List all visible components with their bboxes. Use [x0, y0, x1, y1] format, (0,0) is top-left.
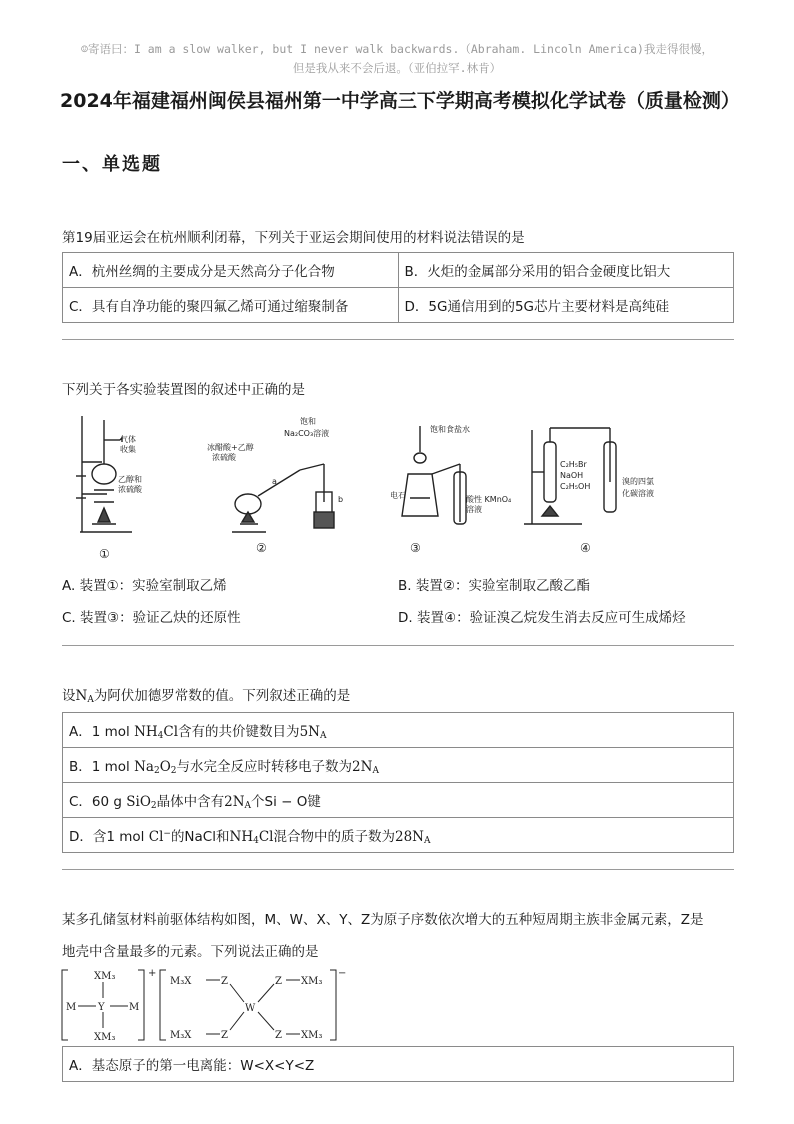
question-2-option-d[interactable]: D. 装置④：验证溴乙烷发生消去反应可生成烯烃	[398, 610, 686, 626]
apparatus-2-a-label: a	[272, 477, 277, 486]
struct-minus: −	[338, 968, 347, 979]
motto-line-2: 但是我从来不会后退。（亚伯拉罕.林肯）	[292, 61, 502, 75]
struct-z-bottom-right: Z	[275, 1030, 282, 1041]
struct-m3x-bottom: M₃X	[170, 1030, 192, 1041]
apparatus-4-reagent-label-3: C₂H₅OH	[560, 482, 591, 491]
apparatus-4-reagent-label-2: NaOH	[560, 471, 584, 480]
question-4-stem-line-1: 某多孔储氢材料前驱体结构如图，M、W、X、Y、Z为原子序数依次增大的五种短周期主族非金属元素，Z是	[62, 912, 704, 928]
struct-xm3-bottom-right: XM₃	[301, 1030, 323, 1041]
struct-xm3-top: XM₃	[94, 971, 116, 982]
question-3-options	[62, 712, 734, 853]
section-heading: 一、单选题	[62, 154, 162, 175]
apparatus-1-gas-label: 气体	[120, 435, 136, 444]
struct-w: W	[245, 1003, 256, 1014]
page-title: 2024年福建福州闽侯县福州第一中学高三下学期高考模拟化学试卷（质量检测）	[60, 90, 740, 112]
motto-line-1: ☺寄语曰：I am a slow walker, but I never walk backwards.（Abraham. Lincoln America)我走得很慢，	[81, 42, 713, 56]
question-3-stem: 设$N_A$为阿伏加德罗常数的值。下列叙述正确的是	[62, 688, 351, 705]
apparatus-1-figure	[76, 416, 132, 532]
question-4-option-a[interactable]: A．基态原子的第一电离能：W<X<Y<Z	[63, 1047, 734, 1082]
apparatus-1-collect-label: 收集	[120, 445, 136, 454]
divider	[62, 869, 734, 870]
apparatus-4-number: ④	[580, 541, 591, 555]
question-3-option-a[interactable]: A．1 mol $NH_4Cl$含有的共价键数目为$5N_A$	[63, 713, 734, 748]
question-2-stem: 下列关于各实验装置图的叙述中正确的是	[62, 382, 305, 398]
question-3-option-d[interactable]: D．含1 mol Cl−的NaCl和$NH_4Cl$混合物中的质子数为$28N_A$	[63, 818, 734, 853]
apparatus-figures	[62, 412, 734, 564]
struct-y: Y	[98, 1002, 105, 1013]
question-1-option-d[interactable]: D．5G通信用到的5G芯片主要材料是高纯硅	[398, 288, 734, 323]
struct-z-bottom-left: Z	[221, 1030, 228, 1041]
question-4-options	[62, 1046, 734, 1082]
question-3-option-b[interactable]: B．1 mol $Na_2O_2$与水完全反应时转移电子数为$2N_A$	[63, 748, 734, 783]
apparatus-4-bromine-label-1: 溴的四氯	[622, 477, 654, 486]
apparatus-1-acid-label-1: 乙醇和	[118, 475, 142, 484]
apparatus-3-number: ③	[410, 541, 421, 555]
apparatus-1-number: ①	[99, 547, 110, 561]
question-4-stem-line-2: 地壳中含量最多的元素。下列说法正确的是	[62, 944, 319, 960]
struct-z-top-right: Z	[275, 976, 282, 987]
question-1-option-c[interactable]: C．具有自净功能的聚四氟乙烯可通过缩聚制备	[63, 288, 399, 323]
question-1-stem: 第19届亚运会在杭州顺利闭幕，下列关于亚运会期间使用的材料说法错误的是	[62, 230, 525, 246]
apparatus-3-figure	[402, 426, 466, 524]
apparatus-2-sat-label-2: Na₂CO₃溶液	[284, 429, 330, 438]
question-3-option-c[interactable]: C．60 g SiO$_2$晶体中含有$2N_A$个Si − O键	[63, 783, 734, 818]
apparatus-1-acid-label-2: 浓硫酸	[118, 485, 142, 494]
apparatus-2-sat-label-1: 饱和	[300, 417, 316, 426]
struct-xm3-top-right: XM₃	[301, 976, 323, 987]
divider	[62, 645, 734, 646]
apparatus-2-number: ②	[256, 541, 267, 555]
struct-m-right: M	[129, 1002, 140, 1013]
struct-m-left: M	[66, 1002, 77, 1013]
apparatus-3-brine-label: 饱和食盐水	[430, 425, 470, 434]
apparatus-4-bromine-label-2: 化碳溶液	[622, 489, 654, 498]
struct-m3x-top: M₃X	[170, 976, 192, 987]
question-2-option-c[interactable]: C. 装置③：验证乙炔的还原性	[62, 610, 241, 626]
apparatus-2-figure	[232, 464, 334, 532]
question-1-option-a[interactable]: A．杭州丝绸的主要成分是天然高分子化合物	[63, 253, 399, 288]
apparatus-2-reagent-label-2: 浓硫酸	[212, 453, 236, 462]
question-2-option-b[interactable]: B. 装置②：实验室制取乙酸乙酯	[398, 578, 590, 594]
apparatus-3-kmno4-label-1: 酸性 KMnO₄	[466, 495, 512, 504]
divider	[62, 339, 734, 340]
apparatus-3-kmno4-label-2: 溶液	[466, 505, 482, 514]
molecular-structure	[58, 968, 348, 1046]
struct-xm3-bottom: XM₃	[94, 1032, 116, 1043]
struct-plus: +	[148, 968, 157, 979]
question-1-options	[62, 252, 734, 323]
apparatus-4-reagent-label-1: C₂H₅Br	[560, 460, 587, 469]
apparatus-3-stone-label: 电石	[390, 491, 406, 500]
question-1-option-b[interactable]: B．火炬的金属部分采用的铝合金硬度比铝大	[398, 253, 734, 288]
question-2-option-a[interactable]: A. 装置①：实验室制取乙烯	[62, 578, 227, 594]
apparatus-2-b-label: b	[338, 495, 344, 504]
header-motto	[0, 40, 794, 78]
apparatus-2-reagent-label-1: 冰醋酸+乙醇	[207, 443, 254, 452]
struct-z-top-left: Z	[221, 976, 228, 987]
